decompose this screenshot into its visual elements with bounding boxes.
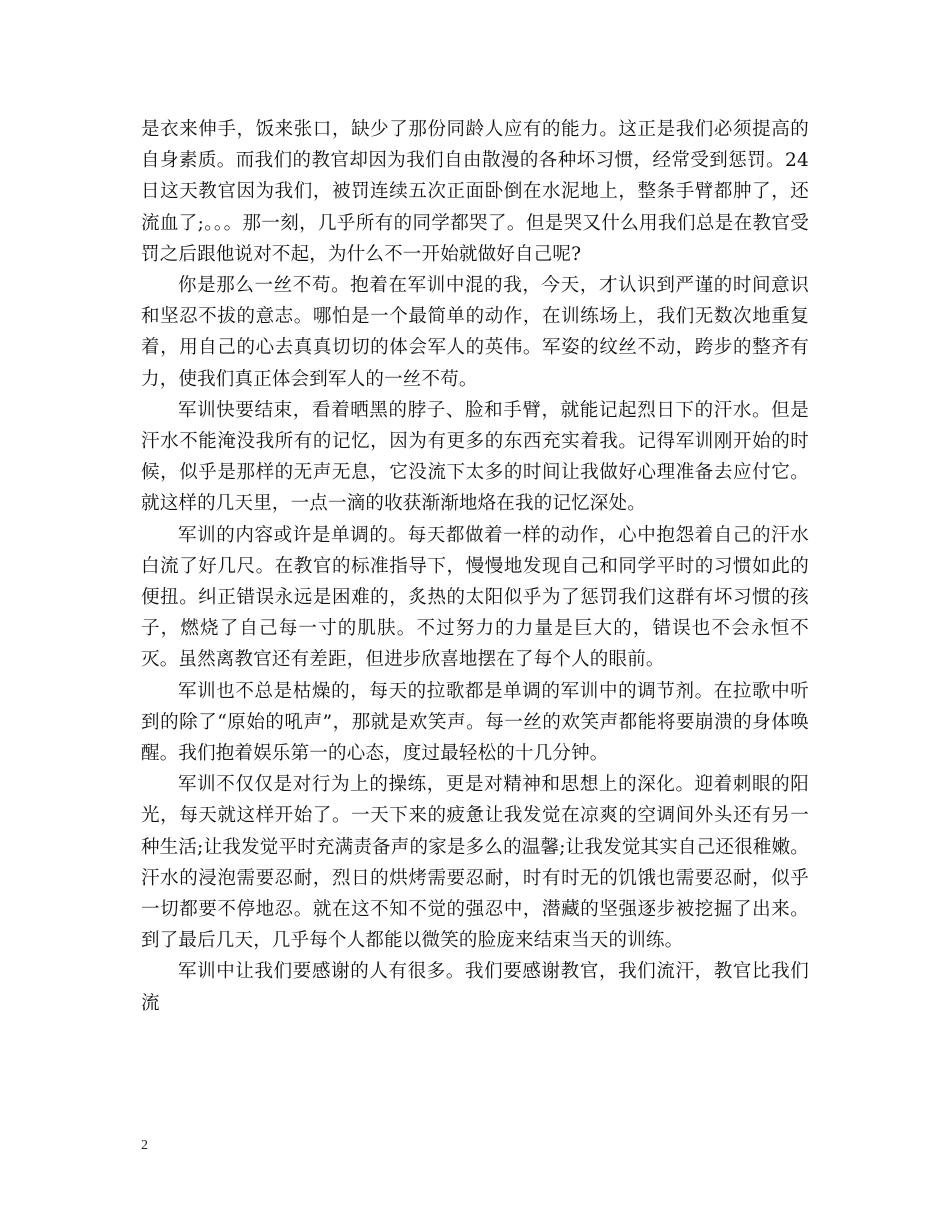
paragraph-2: 你是那么一丝不苟。抱着在军训中混的我，今天，才认识到严谨的时间意识和坚忍不拔的意志。哪怕是一个最简单的动作，在训练场上，我们无数次地重复着，用自己的心去真真切切的体会军人的英伟。军姿的纹丝不动，跨步的整齐有力，使我们真正体会到军人的一丝不苟。 (141, 275, 809, 390)
paragraph-5: 军训也不总是枯燥的，每天的拉歌都是单调的军训中的调节剂。在拉歌中听到的除了“原始的吼声”，那就是欢笑声。每一丝的欢笑声都能将要崩溃的身体唤醒。我们抱着娱乐第一的心态，度过最轻松的十几分钟。 (141, 680, 809, 765)
paragraph-3: 军训快要结束，看着晒黑的脖子、脸和手臂，就能记起烈日下的汗水。但是汗水不能淹没我所有的记忆，因为有更多的东西充实着我。记得军训刚开始的时候，似乎是那样的无声无息，它没流下太多的时间让我做好心理准备去应付它。就这样的几天里，一点一滴的收获渐渐地烙在我的记忆深处。 (141, 399, 809, 515)
paragraph-4: 军训的内容或许是单调的。每天都做着一样的动作，心中抱怨着自己的汗水白流了好几尺。在教官的标准指导下，慢慢地发现自己和同学平时的习惯如此的便扭。纠正错误永远是困难的，炙热的太阳似乎为了惩罚我们这群有坏习惯的孩子，燃烧了自己每一寸的肌肤。不过努力的力量是巨大的，错误也不会永恒不灭。虽然离教官还有差距，但进步欣喜地摆在了每个人的眼前。 (141, 524, 809, 671)
paragraph-7: 军训中让我们要感谢的人有很多。我们要感谢教官，我们流汗，教官比我们流 (141, 961, 809, 1014)
paragraph-6: 军训不仅仅是对行为上的操练，更是对精神和思想上的深化。迎着刺眼的阳光，每天就这样开始了。一天下来的疲惫让我发觉在凉爽的空调间外头还有另一种生活;让我发觉平时充满责备声的家是多么的温馨;让我发觉其实自己还很稚嫩。汗水的浸泡需要忍耐，烈日的烘烤需要忍耐，时有时无的饥饿也需要忍耐，似乎一切都要不停地忍。就在这不知不觉的强忍中，潜藏的坚强逐步被挖掘了出来。到了最后几天，几乎每个人都能以微笑的脸庞来结束当天的训练。 (141, 774, 809, 952)
page-number: 2 (141, 1138, 148, 1153)
document-body (141, 114, 809, 1019)
paragraph-1: 是衣来伸手，饭来张口，缺少了那份同龄人应有的能力。这正是我们必须提高的自身素质。而我们的教官却因为我们自由散漫的各种坏习惯，经常受到惩罚。24日这天教官因为我们，被罚连续五次正面卧倒在水泥地上，整条手臂都肿了，还流血了;。。。那一刻，几乎所有的同学都哭了。但是哭又什么用我们总是在教官受罚之后跟他说对不起，为什么不一开始就做好自己呢? (141, 119, 809, 265)
